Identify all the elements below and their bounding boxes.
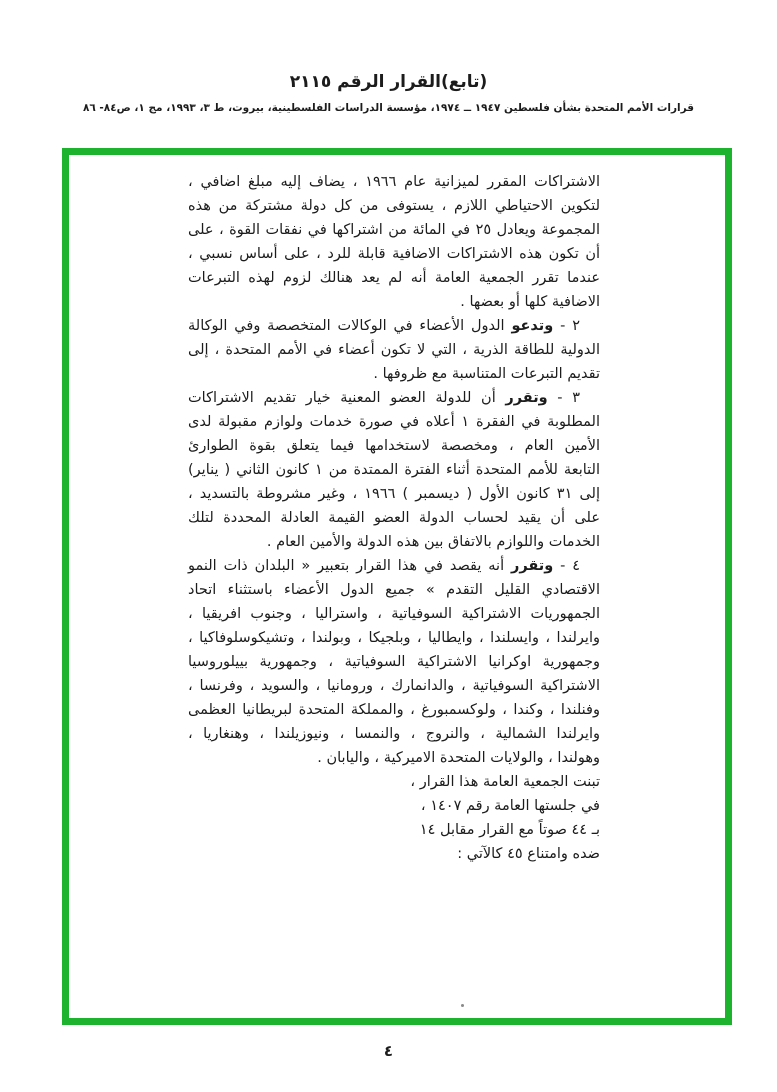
text-line: ٤ - وتقرر أنه يقصد في هذا القرار بتعبير « البلدان ذات النمو: [188, 558, 580, 574]
text-line: وفنلندا ، وكندا ، ولوكسمبورغ ، والمملكة المتحدة لبريطانيا العظمى: [188, 702, 600, 718]
text-line: الأمين العام ، ومخصصة لاستخدامها فيما يتعلق بقوة الطوارئ: [188, 438, 600, 454]
text-line: وايرلندا الشمالية ، والنروج ، والنمسا ، ونيوزيلندا ، وهنغاريا ،: [188, 726, 600, 742]
text-line: لتكوين الاحتياطي اللازم ، يستوفى من كل دولة مشتركة من هذه: [188, 198, 600, 214]
text-line: عندما تقرر الجمعية العامة أنه لم يعد هنالك لزوم لهذه التبرعات: [188, 270, 600, 286]
text-line: الدولية للطاقة الذرية ، التي لا تكون أعضاء في الأمم المتحدة ، إلى: [188, 342, 600, 358]
page-number: ٤: [383, 1042, 394, 1060]
text-line: وايرلندا ، وايسلندا ، وايطاليا ، وبلجيكا ، وبولندا ، وتشيكوسلوفاكيا ،: [188, 630, 600, 646]
text-line: تقديم التبرعات المتناسبة مع ظروفها .: [373, 366, 600, 382]
text-line: بـ ٤٤ صوتاً مع القرار مقابل ١٤: [419, 822, 600, 838]
document-source-line: قرارات الأمم المتحدة بشأن فلسطين ١٩٤٧ ــ ١٩٧٤، مؤسسة الدراسات الفلسطينية، بيروت، ط ٣، ١٩٩٣، مج ١، ص٨٤- ٨٦: [82, 102, 695, 114]
text-line: ٣ - وتقرر أن للدولة العضو المعنية خيار تقديم الاشتراكات: [188, 390, 580, 406]
text-line: وجمهورية اوكرانيا الاشتراكية السوفياتية ، وجمهورية بييلوروسيا: [188, 654, 600, 670]
text-line: الاشتراكات المقرر لميزانية عام ١٩٦٦ ، يضاف إليه مبلغ اضافي ،: [188, 174, 600, 190]
ink-speck: [461, 1004, 464, 1007]
text-line: الاضافية كلها أو بعضها .: [460, 294, 600, 310]
text-line: المطلوبة في الفقرة ١ أعلاه في صورة خدمات ولوازم مقبولة لدى: [188, 414, 600, 430]
text-line: التابعة للأمم المتحدة أثناء الفترة الممتدة من ١ كانون الثاني ( يناير): [188, 462, 600, 478]
text-line: ٢ - وتدعو الدول الأعضاء في الوكالات المتخصصة وفي الوكالة: [188, 318, 581, 334]
text-line: أن تكون هذه الاشتراكات الاضافية قابلة للرد ، على أساس نسبي ،: [188, 246, 600, 262]
text-line: إلى ٣١ كانون الأول ( ديسمبر ) ١٩٦٦ ، وغير مشروطة بالتسديد ،: [188, 486, 600, 502]
document-title: (تابع)القرار الرقم ٢١١٥: [289, 72, 488, 92]
text-line: وهولندا ، والولايات المتحدة الاميركية ، واليابان .: [317, 750, 600, 766]
text-line: ضده وامتناع ٤٥ كالآتي :: [457, 846, 600, 862]
text-line: الخدمات واللوازم بالاتفاق بين هذه الدولة والأمين العام .: [266, 534, 600, 550]
text-line: المجموعة ويعادل ٢٥ في المائة من اشتراكها في نفقات القوة ، على: [188, 222, 601, 238]
text-line: الاشتراكية السوفياتية ، والدانمارك ، ورومانيا ، والسويد ، وفرنسا ،: [188, 678, 600, 694]
text-line: تبنت الجمعية العامة هذا القرار ،: [410, 774, 600, 790]
resolution-text-block: [188, 170, 600, 866]
text-line: في جلستها العامة رقم ١٤٠٧ ،: [420, 798, 600, 814]
text-line: الجمهوريات الاشتراكية السوفياتية ، واستراليا ، وجنوب افريقيا ،: [188, 606, 600, 622]
text-line: الاقتصادي القليل التقدم » جميع الدول الأعضاء باستثناء اتحاد: [188, 582, 600, 598]
text-line: على أن يقيد لحساب الدولة العضو القيمة العادلة المحددة لتلك: [188, 510, 600, 526]
